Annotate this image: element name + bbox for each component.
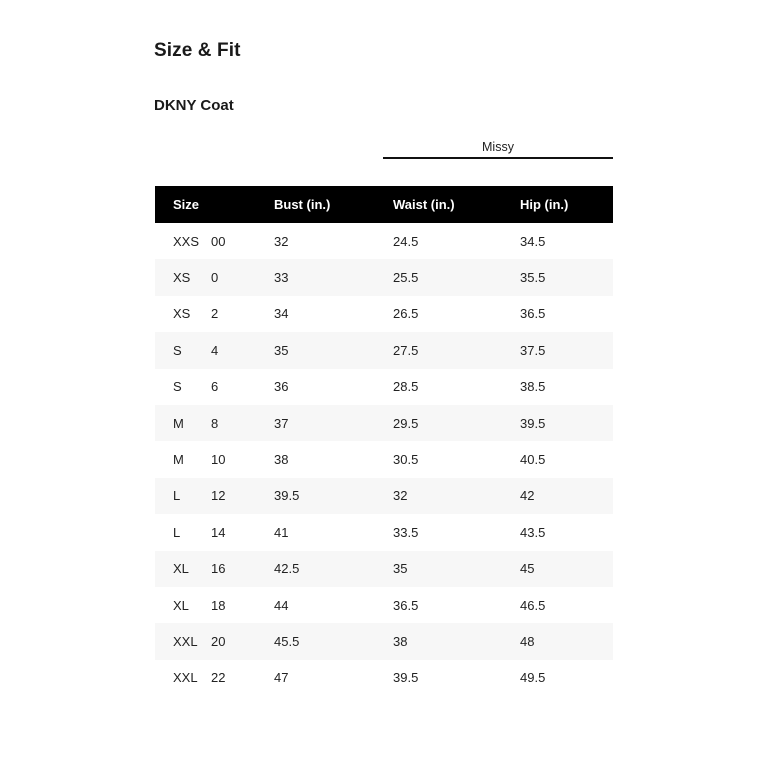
size-cell [155, 223, 274, 259]
bust-cell: 47 [274, 670, 289, 686]
size-cell [155, 332, 274, 368]
size-number: 20 [211, 633, 226, 649]
table-row [155, 514, 613, 550]
size-letter: XL [173, 597, 189, 613]
bust-cell: 35 [274, 332, 393, 368]
waist-cell: 24.5 [393, 233, 419, 249]
hip-cell: 43.5 [520, 524, 546, 540]
page-title: Size & Fit [154, 40, 241, 61]
size-letter: XXS [173, 233, 200, 249]
size-letter: M [173, 415, 184, 431]
hip-cell: 39.5 [520, 405, 613, 441]
waist-cell: 30.5 [393, 452, 419, 468]
waist-cell: 26.5 [393, 306, 419, 322]
table-row [155, 259, 613, 295]
table-row [155, 441, 613, 477]
hip-cell: 49.5 [520, 670, 546, 686]
size-cell [155, 478, 274, 514]
size-cell [155, 660, 274, 696]
size-letter: XXL [173, 670, 198, 686]
hip-cell: 45 [520, 551, 613, 587]
size-letter: XS [173, 270, 191, 286]
size-letter: L [173, 524, 181, 540]
table-row [155, 623, 613, 659]
size-letter: M [173, 452, 184, 468]
hip-cell: 38.5 [520, 379, 546, 395]
bust-cell: 32 [274, 233, 289, 249]
bust-cell: 42.5 [274, 551, 393, 587]
product-name: DKNY Coat [154, 97, 234, 114]
waist-cell: 38 [393, 623, 520, 659]
waist-cell: 32 [393, 478, 520, 514]
size-cell [155, 514, 274, 550]
hip-cell: 36.5 [520, 306, 546, 322]
hip-cell: 37.5 [520, 332, 613, 368]
header-waist: Waist (in.) [393, 186, 520, 223]
size-number: 4 [211, 342, 219, 358]
table-row [155, 660, 613, 696]
size-cell [155, 296, 274, 332]
header-size: Size [155, 186, 274, 223]
size-number: 12 [211, 488, 226, 504]
bust-cell: 38 [274, 452, 289, 468]
table-row [155, 296, 613, 332]
hip-cell: 35.5 [520, 259, 613, 295]
bust-cell: 36 [274, 379, 289, 395]
size-letter: XXL [173, 633, 198, 649]
waist-cell: 27.5 [393, 332, 520, 368]
waist-cell: 29.5 [393, 405, 520, 441]
bust-cell: 33 [274, 259, 393, 295]
waist-cell: 35 [393, 551, 520, 587]
hip-cell: 34.5 [520, 233, 546, 249]
size-number: 6 [211, 379, 219, 395]
hip-cell: 42 [520, 478, 613, 514]
bust-cell: 37 [274, 405, 393, 441]
size-number: 0 [211, 270, 219, 286]
waist-cell: 39.5 [393, 670, 419, 686]
size-number: 22 [211, 670, 226, 686]
size-chart-table [155, 186, 613, 696]
table-row [155, 405, 613, 441]
size-letter: S [173, 379, 182, 395]
bust-cell: 34 [274, 306, 289, 322]
size-cell [155, 441, 274, 477]
size-cell [155, 623, 274, 659]
size-cell [155, 551, 274, 587]
table-row [155, 369, 613, 405]
bust-cell: 41 [274, 524, 289, 540]
waist-cell: 36.5 [393, 597, 419, 613]
waist-cell: 33.5 [393, 524, 419, 540]
size-number: 8 [211, 415, 219, 431]
header-hip: Hip (in.) [520, 186, 613, 223]
table-row [155, 587, 613, 623]
size-letter: XS [173, 306, 191, 322]
size-number: 14 [211, 524, 226, 540]
size-letter: XL [173, 561, 189, 577]
size-number: 10 [211, 452, 226, 468]
hip-cell: 46.5 [520, 597, 546, 613]
header-bust: Bust (in.) [274, 186, 393, 223]
size-cell [155, 259, 274, 295]
table-row [155, 551, 613, 587]
table-row [155, 223, 613, 259]
size-letter: S [173, 342, 182, 358]
bust-cell: 44 [274, 597, 289, 613]
waist-cell: 25.5 [393, 259, 520, 295]
table-header-row [155, 186, 613, 223]
hip-cell: 48 [520, 623, 613, 659]
size-cell [155, 405, 274, 441]
size-cell [155, 369, 274, 405]
size-cell [155, 587, 274, 623]
table-row [155, 478, 613, 514]
size-number: 2 [211, 306, 219, 322]
size-rows [155, 223, 613, 696]
size-number: 18 [211, 597, 226, 613]
size-number: 00 [211, 233, 226, 249]
table-row [155, 332, 613, 368]
bust-cell: 39.5 [274, 478, 393, 514]
bust-cell: 45.5 [274, 623, 393, 659]
waist-cell: 28.5 [393, 379, 419, 395]
hip-cell: 40.5 [520, 452, 546, 468]
size-group-label: Missy [383, 139, 613, 159]
size-number: 16 [211, 561, 226, 577]
size-letter: L [173, 488, 181, 504]
